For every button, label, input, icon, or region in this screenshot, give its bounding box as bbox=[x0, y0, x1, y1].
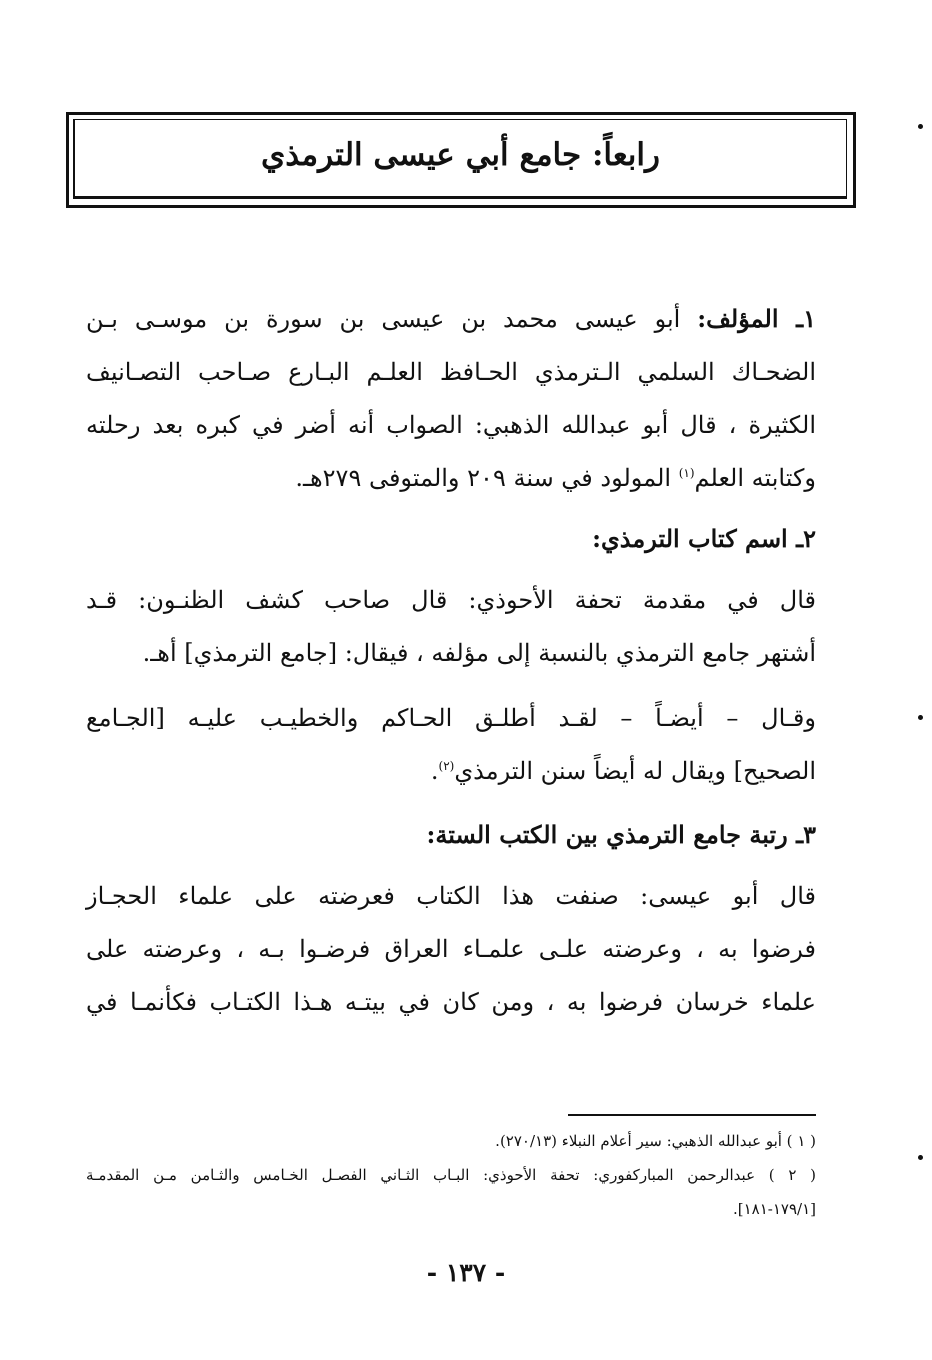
paragraph-text: وكتابته العلم bbox=[694, 464, 816, 492]
section-heading-rank: ٣ـ رتبة جامع الترمذي بين الكتب الستة: bbox=[426, 820, 816, 849]
chapter-title: رابعاً: جامع أبي عيسى الترمذي bbox=[260, 137, 661, 173]
section-heading-book-name: ٢ـ اسم كتاب الترمذي: bbox=[592, 524, 816, 553]
footnote-marker: (١) bbox=[678, 466, 695, 480]
margin-dot bbox=[918, 715, 923, 720]
paragraph-line bbox=[86, 452, 816, 505]
paragraph-line bbox=[86, 745, 816, 798]
paragraph-line: قال أبو عيسى: صنفت هذا الكتاب فعرضته على علماء الحجـاز bbox=[86, 882, 816, 910]
paragraph-book-name-1 bbox=[86, 574, 816, 680]
paragraph-line: الكثيرة ، قال أبو عبدالله الذهبي: الصواب أنه أضر في كبره بعد رحلته bbox=[86, 411, 816, 439]
section-book-name bbox=[86, 512, 816, 565]
paragraph-text: المولود في سنة ٢٠٩ والمتوفى ٢٧٩هـ. bbox=[295, 464, 672, 492]
footnote-2-continued: [١٧٩/١-١٨١]. bbox=[732, 1200, 816, 1218]
margin-dot bbox=[918, 1155, 923, 1160]
section-author bbox=[86, 292, 816, 505]
page-number: - ١٣٧ - bbox=[426, 1258, 506, 1287]
paragraph-text: الصحيح] ويقال له أيضاً سنن الترمذي bbox=[454, 757, 816, 785]
paragraph-rank bbox=[86, 870, 816, 1029]
footnote-separator bbox=[568, 1114, 816, 1116]
footnotes bbox=[86, 1124, 816, 1226]
paragraph-text: أبو عيسى محمد بن عيسى بن سورة بن موسـى بـن bbox=[86, 305, 681, 333]
paragraph-text: . bbox=[430, 757, 439, 785]
margin-dot bbox=[918, 124, 923, 129]
paragraph-line: أشتهر جامع الترمذي بالنسبة إلى مؤلفه ، فيقال: [جامع الترمذي] أهـ. bbox=[142, 639, 816, 667]
paragraph-line bbox=[86, 292, 816, 346]
paragraph-line: وقـال – أيضـاً – لقـد أطلـق الحـاكم والخطيـب عليـه [الجـامع bbox=[86, 704, 816, 732]
paragraph-line: فرضوا به ، وعرضته علـى علمـاء العراق فرضـوا بـه ، وعرضته على bbox=[86, 935, 816, 963]
footnote-marker: (٢) bbox=[438, 759, 455, 773]
footnote-2: ( ٢ ) عبدالرحمن المباركفوري: تحفة الأحوذي: البـاب الثـاني الفصـل الخـامس والثـامن مـن المقدمـة bbox=[86, 1166, 816, 1184]
section-rank bbox=[86, 808, 816, 861]
paragraph-book-name-2 bbox=[86, 692, 816, 798]
chapter-title-frame bbox=[73, 119, 847, 199]
footnote-1: ( ١ ) أبو عبدالله الذهبي: سير أعلام النبلاء (٢٧٠/١٣). bbox=[495, 1132, 816, 1150]
paragraph-line: الضحـاك السلمي الـترمذي الحـافظ العلـم البـارع صـاحب التصـانيف bbox=[86, 358, 816, 386]
section-heading-author: ١ـ المؤلف: bbox=[697, 304, 817, 333]
paragraph-line: قال في مقدمة تحفة الأحوذي: قال صاحب كشف الظنـون: قـد bbox=[86, 586, 816, 614]
paragraph-line: علماء خرسان فرضوا به ، ومن كان في بيتـه هـذا الكتـاب فكأنمـا في bbox=[86, 988, 816, 1016]
chapter-title-box bbox=[66, 112, 856, 208]
